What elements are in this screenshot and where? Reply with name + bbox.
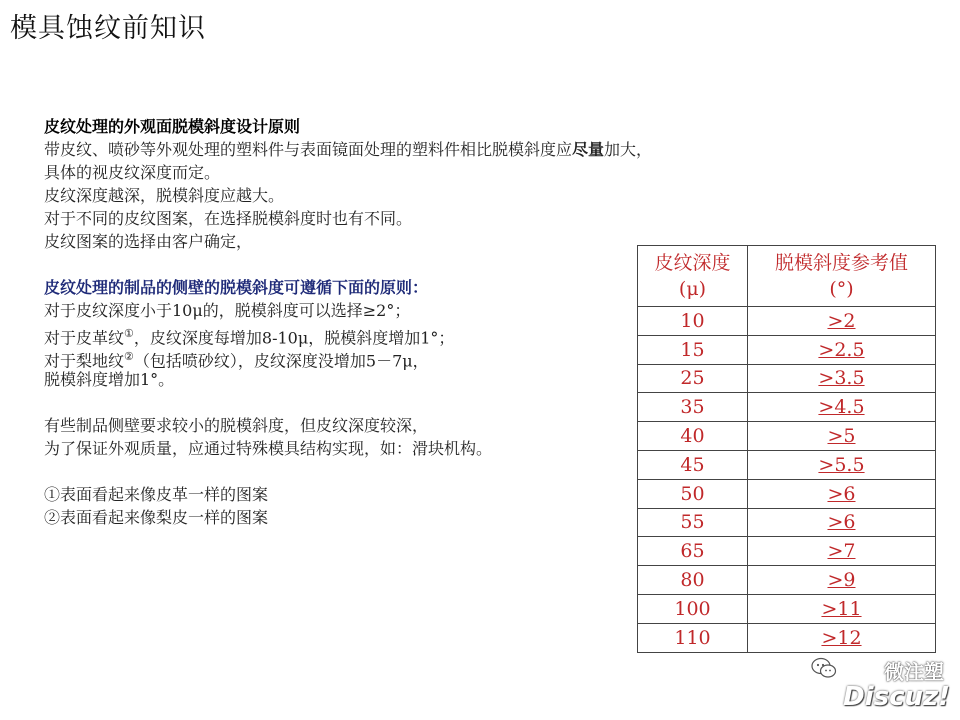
header-angle-line2: (°) [829, 278, 854, 300]
depth-cell: 50 [638, 479, 748, 508]
section2-line1: 对于皮纹深度小于10μ的，脱模斜度可以选择≥2°； [44, 301, 411, 320]
table-row [638, 393, 936, 422]
header-depth-line2: (μ) [678, 278, 707, 300]
angle-value: >11 [821, 597, 862, 620]
angle-value: >7 [827, 540, 856, 563]
angle-cell [748, 307, 936, 336]
body-text [44, 115, 653, 529]
table-row [638, 479, 936, 508]
angle-cell [748, 393, 936, 422]
angle-value: >9 [827, 569, 856, 592]
header-depth [638, 246, 748, 307]
table-row [638, 335, 936, 364]
spacer [44, 391, 644, 414]
depth-cell: 15 [638, 335, 748, 364]
table-row [638, 594, 936, 623]
section2-line3-a: 对于梨地纹 [44, 351, 125, 371]
angle-cell [748, 450, 936, 479]
watermark [800, 654, 950, 716]
depth-cell: 65 [638, 537, 748, 566]
table-row [638, 508, 936, 537]
section2-line2-b: ，皮纹深度每增加8-10μ，脱模斜度增加1°； [133, 328, 455, 348]
section1-line1-a: 带皮纹、喷砂等外观处理的塑料件与表面镜面处理的塑料件相比脱模斜度应 [44, 140, 573, 159]
section2-line3-b: （包括喷砂纹），皮纹深度没增加5－7μ， [133, 351, 429, 371]
table-row [638, 422, 936, 451]
angle-value: >12 [821, 626, 862, 649]
section1-line1-b: 加大， [604, 140, 653, 159]
note-2: ②表面看起来像梨皮一样的图案 [44, 508, 269, 527]
depth-cell: 45 [638, 450, 748, 479]
angle-value: >5 [827, 425, 856, 448]
angle-cell [748, 364, 936, 393]
angle-cell [748, 623, 936, 652]
section1-line3: 皮纹深度越深，脱模斜度应越大。 [44, 186, 285, 205]
table-header-row [638, 246, 936, 307]
depth-cell: 55 [638, 508, 748, 537]
note-1: ①表面看起来像皮革一样的图案 [44, 485, 269, 504]
angle-cell [748, 479, 936, 508]
header-angle-line1: 脱模斜度参考值 [774, 252, 908, 274]
spacer [44, 253, 644, 276]
section3-line2: 为了保证外观质量，应通过特殊模具结构实现，如：滑块机构。 [44, 439, 493, 458]
section2-line3 [44, 345, 644, 371]
page-title: 模具蚀纹前知识 [10, 13, 206, 44]
table-row [638, 450, 936, 479]
spacer [44, 460, 644, 483]
header-depth-line1: 皮纹深度 [654, 252, 731, 274]
angle-cell [748, 566, 936, 595]
header-angle [748, 246, 936, 307]
angle-value: >6 [827, 482, 856, 505]
angle-cell [748, 422, 936, 451]
section1-line5: 皮纹图案的选择由客户确定， [44, 232, 253, 251]
section1-line4: 对于不同的皮纹图案，在选择脱模斜度时也有不同。 [44, 209, 413, 228]
depth-cell: 80 [638, 566, 748, 595]
angle-cell [748, 508, 936, 537]
section2-line4: 脱模斜度增加1°。 [44, 370, 175, 389]
depth-cell: 35 [638, 393, 748, 422]
section1-line1 [44, 138, 653, 161]
depth-cell: 25 [638, 364, 748, 393]
table-row [638, 566, 936, 595]
watermark-brand: 微注塑 [884, 660, 944, 684]
angle-cell [748, 335, 936, 364]
table-body [638, 307, 936, 653]
section1-heading: 皮纹处理的外观面脱模斜度设计原则 [44, 117, 301, 136]
section2-line2-a: 对于皮革纹 [44, 328, 125, 348]
angle-cell [748, 594, 936, 623]
table-row [638, 537, 936, 566]
angle-value: >2 [827, 309, 856, 332]
table-row [638, 307, 936, 336]
angle-value: >4.5 [818, 396, 865, 419]
section2-heading: 皮纹处理的制品的侧壁的脱模斜度可遵循下面的原则： [44, 278, 429, 297]
section1-line2: 具体的视皮纹深度而定。 [44, 163, 221, 182]
footnote-mark-2: ② [124, 350, 134, 363]
section2-line2 [44, 322, 644, 348]
angle-value: >5.5 [818, 453, 865, 476]
depth-cell: 110 [638, 623, 748, 652]
table-row [638, 364, 936, 393]
draft-angle-table [637, 245, 936, 653]
draft-angle-table-container [637, 245, 936, 653]
angle-value: >3.5 [818, 367, 865, 390]
wechat-icon [810, 656, 838, 680]
angle-cell [748, 537, 936, 566]
angle-value: >2.5 [818, 338, 865, 361]
table-row [638, 623, 936, 652]
depth-cell: 100 [638, 594, 748, 623]
section1-line1-bold: 尽量 [572, 140, 605, 159]
watermark-discuz: Discuz! [843, 682, 950, 712]
depth-cell: 10 [638, 307, 748, 336]
angle-value: >6 [827, 511, 856, 534]
footnote-mark-1: ① [124, 327, 134, 340]
section3-line1: 有些制品侧壁要求较小的脱模斜度，但皮纹深度较深， [44, 416, 429, 435]
depth-cell: 40 [638, 422, 748, 451]
